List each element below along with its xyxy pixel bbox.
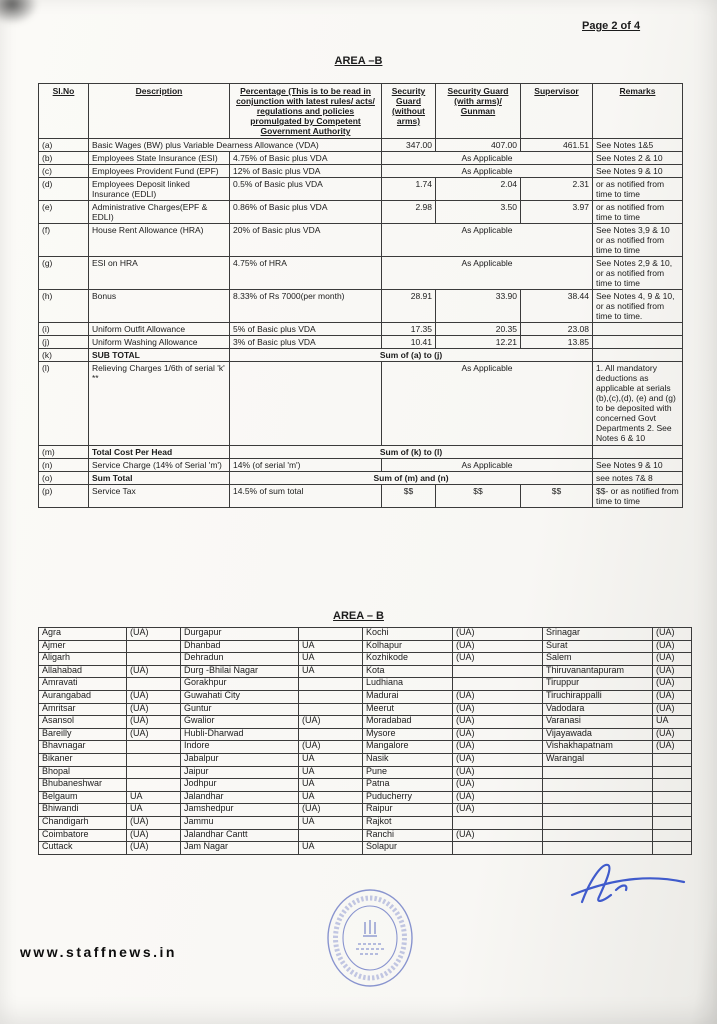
rate-table-cell: 28.91	[382, 290, 436, 323]
city-cell	[543, 766, 653, 779]
city-cell	[543, 804, 653, 817]
city-cell	[543, 829, 653, 842]
city-table	[38, 627, 692, 855]
rate-table-cell: As Applicable	[382, 224, 593, 257]
ua-marker-cell	[127, 640, 181, 653]
city-cell: Bhubaneshwar	[39, 779, 127, 792]
ua-marker-cell: UA	[299, 842, 363, 855]
ua-marker-cell: UA	[299, 779, 363, 792]
rate-table-cell: Bonus	[89, 290, 230, 323]
rate-table-cell: 347.00	[382, 139, 436, 152]
rate-table-row	[39, 201, 683, 224]
ua-marker-cell	[127, 779, 181, 792]
rate-table-cell: 461.51	[521, 139, 593, 152]
rate-table-cell: Relieving Charges 1/6th of serial 'k' **	[89, 362, 230, 445]
city-cell: Asansol	[39, 716, 127, 729]
official-stamp	[318, 886, 422, 990]
city-table-row	[39, 690, 692, 703]
rate-table-cell: 12% of Basic plus VDA	[230, 165, 382, 178]
rate-table-cell: Total Cost Per Head	[89, 445, 230, 458]
rate-table-cell: $$	[436, 484, 521, 507]
city-table-row	[39, 791, 692, 804]
signature	[566, 856, 692, 914]
rate-table-cell: Uniform Washing Allowance	[89, 336, 230, 349]
city-cell: Mangalore	[363, 741, 453, 754]
rate-table-cell: 0.86% of Basic plus VDA	[230, 201, 382, 224]
page-number: Page 2 of 4	[582, 20, 641, 32]
rate-table-cell: See Notes 2,9 & 10, or as notified from time to time	[593, 257, 683, 290]
ua-marker-cell	[653, 829, 692, 842]
rate-table-cell: 20.35	[436, 323, 521, 336]
rate-table-cell: See Notes 9 & 10	[593, 458, 683, 471]
rate-table-cell: 14% (of serial 'm')	[230, 458, 382, 471]
city-cell	[543, 779, 653, 792]
rate-table-header-cell: Description	[89, 84, 230, 139]
rate-table-cell: Sum of (a) to (j)	[230, 349, 593, 362]
city-table-row	[39, 741, 692, 754]
rate-table-cell	[593, 336, 683, 349]
city-cell	[543, 816, 653, 829]
city-cell: Jabalpur	[181, 753, 299, 766]
city-cell: Bikaner	[39, 753, 127, 766]
rate-table-cell: 5% of Basic plus VDA	[230, 323, 382, 336]
rate-table-cell: (d)	[39, 178, 89, 201]
ua-marker-cell: (UA)	[299, 716, 363, 729]
ua-marker-cell	[299, 690, 363, 703]
ua-marker-cell: (UA)	[653, 728, 692, 741]
city-cell: Agra	[39, 628, 127, 641]
rate-table-cell: 12.21	[436, 336, 521, 349]
city-cell: Solapur	[363, 842, 453, 855]
rate-table-cell: 1.74	[382, 178, 436, 201]
city-table-row	[39, 779, 692, 792]
city-cell: Dehradun	[181, 653, 299, 666]
city-cell: Tiruppur	[543, 678, 653, 691]
rate-table-cell: As Applicable	[382, 362, 593, 445]
city-cell: Belgaum	[39, 791, 127, 804]
rate-table-cell: As Applicable	[382, 165, 593, 178]
rate-table-cell: or as notified from time to time	[593, 178, 683, 201]
city-cell: Kota	[363, 665, 453, 678]
city-cell: Guntur	[181, 703, 299, 716]
city-cell: Jodhpur	[181, 779, 299, 792]
rate-table-cell: As Applicable	[382, 152, 593, 165]
rate-table-cell: 2.98	[382, 201, 436, 224]
city-cell: Moradabad	[363, 716, 453, 729]
ua-marker-cell	[653, 779, 692, 792]
rate-table-cell: see notes 7& 8	[593, 471, 683, 484]
city-cell: Raipur	[363, 804, 453, 817]
ua-marker-cell: (UA)	[127, 829, 181, 842]
ua-marker-cell	[299, 728, 363, 741]
rate-table-cell: 0.5% of Basic plus VDA	[230, 178, 382, 201]
ua-marker-cell	[653, 766, 692, 779]
city-cell: Durg -Bhilai Nagar	[181, 665, 299, 678]
rate-table-cell: As Applicable	[382, 257, 593, 290]
ua-marker-cell: (UA)	[127, 665, 181, 678]
rate-table-cell: 407.00	[436, 139, 521, 152]
city-cell: Jammu	[181, 816, 299, 829]
ua-marker-cell: (UA)	[653, 678, 692, 691]
city-cell: Gorakhpur	[181, 678, 299, 691]
rate-table-cell: See Notes 1&5	[593, 139, 683, 152]
city-cell: Varanasi	[543, 716, 653, 729]
city-cell: Jam Nagar	[181, 842, 299, 855]
ua-marker-cell: UA	[299, 816, 363, 829]
city-table-row	[39, 716, 692, 729]
ua-marker-cell: (UA)	[653, 640, 692, 653]
city-cell	[543, 842, 653, 855]
rate-table-row	[39, 349, 683, 362]
city-cell: Amravati	[39, 678, 127, 691]
city-cell: Bhavnagar	[39, 741, 127, 754]
city-cell: Hubli-Dharwad	[181, 728, 299, 741]
ua-marker-cell	[653, 791, 692, 804]
city-cell: Tiruchirappalli	[543, 690, 653, 703]
rate-table-cell: 10.41	[382, 336, 436, 349]
rate-table-cell: Basic Wages (BW) plus Variable Dearness Allowance (VDA)	[89, 139, 382, 152]
city-table-row	[39, 753, 692, 766]
rate-table-cell: 14.5% of sum total	[230, 484, 382, 507]
city-cell: Allahabad	[39, 665, 127, 678]
ua-marker-cell	[453, 678, 543, 691]
rate-table-cell: 17.35	[382, 323, 436, 336]
city-table-row	[39, 678, 692, 691]
rate-table-row	[39, 165, 683, 178]
ua-marker-cell: (UA)	[453, 791, 543, 804]
ua-marker-cell	[299, 678, 363, 691]
rate-table-cell: Sum Total	[89, 471, 230, 484]
city-table-row	[39, 804, 692, 817]
rate-table-cell: As Applicable	[382, 458, 593, 471]
rate-table-header-cell: Remarks	[593, 84, 683, 139]
rate-table-cell: 1. All mandatory deductions as applicable at serials (b),(c),(d), (e) and (g) to be deposited with concerned Govt Departments 2. See Notes 6 & 10	[593, 362, 683, 445]
rate-table-cell: House Rent Allowance (HRA)	[89, 224, 230, 257]
rate-table-cell: 4.75% of Basic plus VDA	[230, 152, 382, 165]
city-cell: Pune	[363, 766, 453, 779]
ua-marker-cell	[653, 753, 692, 766]
city-table-row	[39, 766, 692, 779]
ua-marker-cell	[299, 829, 363, 842]
city-cell: Kolhapur	[363, 640, 453, 653]
ua-marker-cell: (UA)	[453, 741, 543, 754]
city-cell	[543, 791, 653, 804]
ua-marker-cell: (UA)	[653, 703, 692, 716]
ua-marker-cell: (UA)	[453, 804, 543, 817]
city-table-row	[39, 653, 692, 666]
city-cell: Rajkot	[363, 816, 453, 829]
ua-marker-cell: (UA)	[127, 690, 181, 703]
city-cell: Coimbatore	[39, 829, 127, 842]
ua-marker-cell: (UA)	[453, 653, 543, 666]
city-cell: Cuttack	[39, 842, 127, 855]
city-cell: Guwahati City	[181, 690, 299, 703]
ua-marker-cell	[127, 741, 181, 754]
ua-marker-cell: UA	[299, 653, 363, 666]
city-table-row	[39, 816, 692, 829]
rate-table-cell	[230, 362, 382, 445]
ua-marker-cell: UA	[653, 716, 692, 729]
city-cell: Meerut	[363, 703, 453, 716]
ua-marker-cell: (UA)	[453, 829, 543, 842]
rate-table-cell	[593, 445, 683, 458]
city-cell: Surat	[543, 640, 653, 653]
rate-table-row	[39, 471, 683, 484]
rate-table-cell: (g)	[39, 257, 89, 290]
rate-table-header-cell: Security Guard (without arms)	[382, 84, 436, 139]
city-cell: Vadodara	[543, 703, 653, 716]
city-cell: Warangal	[543, 753, 653, 766]
rate-table-cell: (m)	[39, 445, 89, 458]
rate-table-cell: (b)	[39, 152, 89, 165]
ua-marker-cell	[299, 628, 363, 641]
city-table-title: AREA – B	[333, 610, 384, 622]
rate-table-row	[39, 139, 683, 152]
city-cell: Chandigarh	[39, 816, 127, 829]
ua-marker-cell: UA	[299, 791, 363, 804]
ua-marker-cell	[299, 703, 363, 716]
city-cell: Jaipur	[181, 766, 299, 779]
city-cell: Ajmer	[39, 640, 127, 653]
rate-table-cell: (f)	[39, 224, 89, 257]
footer-site-url: www.staffnews.in	[20, 944, 177, 960]
ua-marker-cell: (UA)	[127, 842, 181, 855]
ua-marker-cell	[653, 842, 692, 855]
rate-table-cell: 3% of Basic plus VDA	[230, 336, 382, 349]
rate-table-cell: See Notes 4, 9 & 10, or as notified from time to time.	[593, 290, 683, 323]
rate-table-row	[39, 152, 683, 165]
ua-marker-cell	[127, 653, 181, 666]
ua-marker-cell	[127, 678, 181, 691]
city-table-row	[39, 728, 692, 741]
ua-marker-cell: (UA)	[653, 665, 692, 678]
city-cell: Bhopal	[39, 766, 127, 779]
city-cell: Amritsar	[39, 703, 127, 716]
rate-table-cell: 2.31	[521, 178, 593, 201]
ua-marker-cell: (UA)	[299, 804, 363, 817]
ua-marker-cell: (UA)	[127, 703, 181, 716]
ua-marker-cell	[653, 804, 692, 817]
ua-marker-cell: UA	[127, 804, 181, 817]
city-cell: Vijayawada	[543, 728, 653, 741]
rate-table-cell: 3.97	[521, 201, 593, 224]
ua-marker-cell: (UA)	[127, 628, 181, 641]
rate-table-row	[39, 178, 683, 201]
rate-table-header-cell: Percentage (This is to be read in conjunction with latest rules/ acts/ regulations and policies promulgated by Competent Government Authority	[230, 84, 382, 139]
city-table-row	[39, 829, 692, 842]
rate-table-cell: Administrative Charges(EPF & EDLI)	[89, 201, 230, 224]
ua-marker-cell: (UA)	[453, 640, 543, 653]
ua-marker-cell: (UA)	[453, 728, 543, 741]
city-table-row	[39, 665, 692, 678]
ua-marker-cell: UA	[299, 753, 363, 766]
rate-table-cell: 4.75% of HRA	[230, 257, 382, 290]
rate-table-cell: 33.90	[436, 290, 521, 323]
rate-table-cell: 3.50	[436, 201, 521, 224]
rate-table-cell: (c)	[39, 165, 89, 178]
city-cell: Nasik	[363, 753, 453, 766]
ua-marker-cell	[453, 842, 543, 855]
rate-table-row	[39, 458, 683, 471]
city-cell: Jalandhar	[181, 791, 299, 804]
rate-table-cell: (k)	[39, 349, 89, 362]
ua-marker-cell	[453, 816, 543, 829]
ua-marker-cell: (UA)	[453, 628, 543, 641]
rate-table-cell: 8.33% of Rs 7000(per month)	[230, 290, 382, 323]
rate-table-cell: $$- or as notified from time to time	[593, 484, 683, 507]
ua-marker-cell: (UA)	[453, 779, 543, 792]
city-cell: Vishakhapatnam	[543, 741, 653, 754]
rate-table-header-cell: Security Guard (with arms)/ Gunman	[436, 84, 521, 139]
rate-table-cell: Service Tax	[89, 484, 230, 507]
ua-marker-cell: (UA)	[653, 653, 692, 666]
rate-table-cell: (i)	[39, 323, 89, 336]
rate-table-row	[39, 257, 683, 290]
rate-table-cell: Sum of (m) and (n)	[230, 471, 593, 484]
city-cell: Kochi	[363, 628, 453, 641]
rate-table-row	[39, 224, 683, 257]
city-cell: Aurangabad	[39, 690, 127, 703]
rate-table-cell	[593, 349, 683, 362]
ua-marker-cell: (UA)	[127, 816, 181, 829]
ua-marker-cell: UA	[299, 640, 363, 653]
ua-marker-cell: (UA)	[653, 690, 692, 703]
city-cell: Puducherry	[363, 791, 453, 804]
rate-table-cell: 20% of Basic plus VDA	[230, 224, 382, 257]
city-cell: Dhanbad	[181, 640, 299, 653]
scan-artifact	[0, 0, 38, 24]
city-cell: Ludhiana	[363, 678, 453, 691]
ua-marker-cell	[453, 665, 543, 678]
rate-table-cell: ESI on HRA	[89, 257, 230, 290]
rate-table-cell: 13.85	[521, 336, 593, 349]
city-cell: Gwalior	[181, 716, 299, 729]
rate-table-row	[39, 484, 683, 507]
rate-table-cell: (l)	[39, 362, 89, 445]
city-cell: Jamshedpur	[181, 804, 299, 817]
ua-marker-cell: (UA)	[453, 753, 543, 766]
ua-marker-cell: (UA)	[453, 766, 543, 779]
ua-marker-cell	[127, 766, 181, 779]
ua-marker-cell: (UA)	[127, 716, 181, 729]
ua-marker-cell: (UA)	[653, 628, 692, 641]
ua-marker-cell: (UA)	[653, 741, 692, 754]
rate-table-cell: or as notified from time to time	[593, 201, 683, 224]
rate-table-cell: Service Charge (14% of Serial 'm')	[89, 458, 230, 471]
rate-table-row	[39, 336, 683, 349]
city-cell: Indore	[181, 741, 299, 754]
rate-table-cell: (n)	[39, 458, 89, 471]
ua-marker-cell: UA	[299, 665, 363, 678]
rate-table-cell: (a)	[39, 139, 89, 152]
rate-table-cell: Employees Provident Fund (EPF)	[89, 165, 230, 178]
rate-table-row	[39, 323, 683, 336]
city-cell: Mysore	[363, 728, 453, 741]
rate-table-cell: 23.08	[521, 323, 593, 336]
ua-marker-cell: UA	[299, 766, 363, 779]
city-cell: Thiruvanantapuram	[543, 665, 653, 678]
city-cell: Madurai	[363, 690, 453, 703]
rate-table-header-cell: Supervisor	[521, 84, 593, 139]
rate-table-cell: (o)	[39, 471, 89, 484]
city-cell: Srinagar	[543, 628, 653, 641]
city-table-row	[39, 640, 692, 653]
city-cell: Jalandhar Cantt	[181, 829, 299, 842]
ua-marker-cell	[653, 816, 692, 829]
rate-table-cell: See Notes 2 & 10	[593, 152, 683, 165]
ua-marker-cell: UA	[127, 791, 181, 804]
rate-table-cell: $$	[521, 484, 593, 507]
rate-table-cell: (p)	[39, 484, 89, 507]
city-cell: Bhiwandi	[39, 804, 127, 817]
rate-table-row	[39, 362, 683, 445]
ua-marker-cell: (UA)	[299, 741, 363, 754]
rate-table-row	[39, 290, 683, 323]
city-table-row	[39, 842, 692, 855]
rate-table-cell: Uniform Outfit Allowance	[89, 323, 230, 336]
ua-marker-cell	[127, 753, 181, 766]
ua-marker-cell: (UA)	[453, 703, 543, 716]
rate-table-cell: See Notes 3,9 & 10 or as notified from time to time	[593, 224, 683, 257]
city-cell: Bareilly	[39, 728, 127, 741]
city-cell: Ranchi	[363, 829, 453, 842]
rate-table-cell: Employees State Insurance (ESI)	[89, 152, 230, 165]
ua-marker-cell: (UA)	[453, 690, 543, 703]
city-cell: Patna	[363, 779, 453, 792]
rate-table-cell: 2.04	[436, 178, 521, 201]
rate-table-cell: $$	[382, 484, 436, 507]
rate-table-row	[39, 445, 683, 458]
rate-table-cell: 38.44	[521, 290, 593, 323]
rate-table-cell: Sum of (k) to (l)	[230, 445, 593, 458]
rate-table-cell: SUB TOTAL	[89, 349, 230, 362]
city-cell: Aligarh	[39, 653, 127, 666]
ua-marker-cell: (UA)	[127, 728, 181, 741]
ua-marker-cell: (UA)	[453, 716, 543, 729]
rate-table-cell: See Notes 9 & 10	[593, 165, 683, 178]
rate-table-cell	[593, 323, 683, 336]
city-table-row	[39, 628, 692, 641]
city-table-row	[39, 703, 692, 716]
rate-table-header-cell: Sl.No	[39, 84, 89, 139]
rate-table-title: AREA –B	[334, 55, 383, 67]
city-cell: Salem	[543, 653, 653, 666]
rate-table-cell: (h)	[39, 290, 89, 323]
rate-table-cell: (j)	[39, 336, 89, 349]
city-cell: Durgapur	[181, 628, 299, 641]
city-cell: Kozhikode	[363, 653, 453, 666]
rate-table-header-row	[39, 84, 683, 139]
rate-table-cell: (e)	[39, 201, 89, 224]
rate-table-cell: Employees Deposit linked Insurance (EDLI)	[89, 178, 230, 201]
rate-table	[38, 83, 683, 508]
